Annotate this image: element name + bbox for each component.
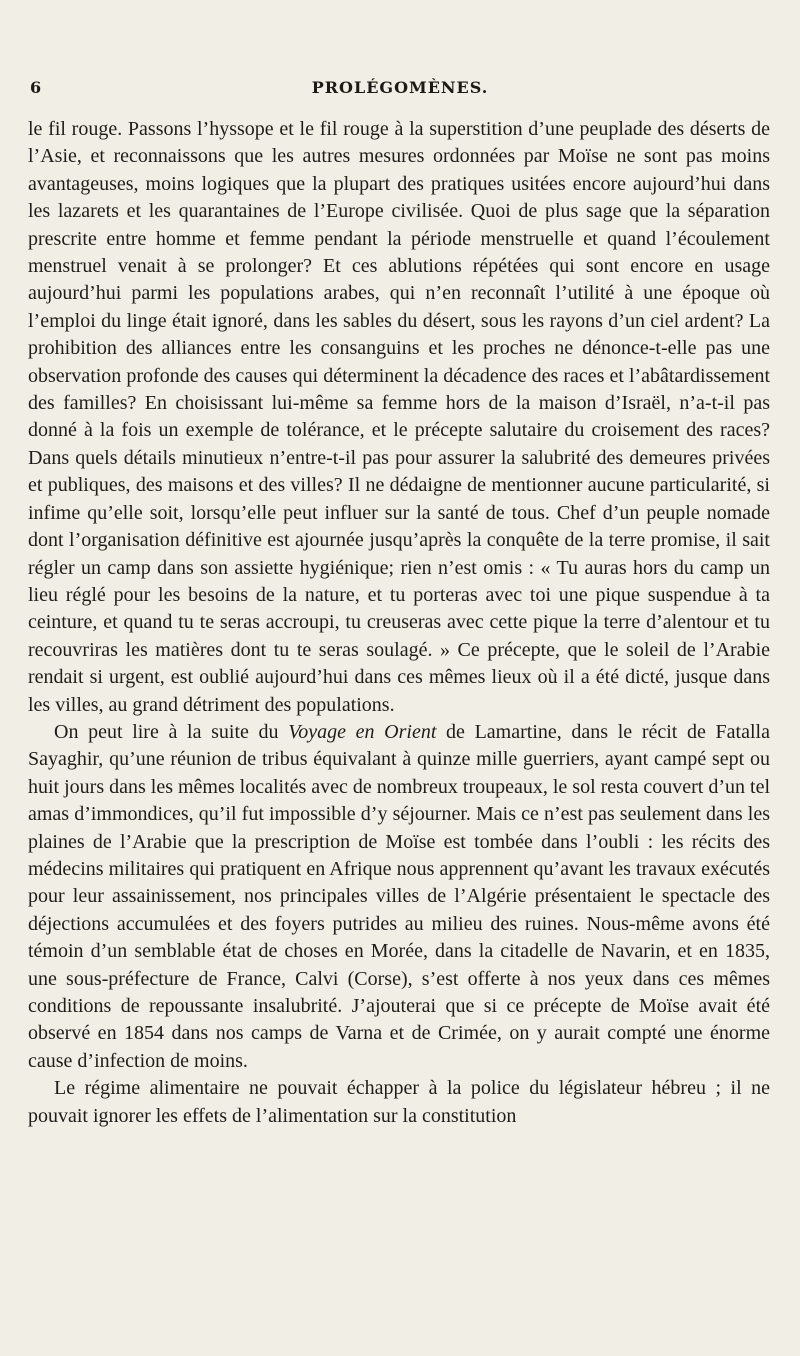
paragraph-1: le fil rouge. Passons l’hyssope et le fil rouge à la superstition d’une peuplade des déserts de l’Asie, et reconnaissons que les autres mesures ordonnées par Moïse ne sont pas moins avantageuses, moins logiques que la plupart des pratiques usitées encore aujourd’hui dans les lazarets et les quarantaines de l’Europe civilisée. Quoi de plus sage que la séparation prescrite entre homme et femme pendant la période menstruelle et quand l’écoulement menstruel venait à se prolonger? Et ces ablutions répétées qui sont encore en usage aujourd’hui parmi les populations arabes, qui n’en reconnaît l’utilité à une époque où l’emploi du linge était ignoré, dans les sables du désert, sous les rayons d’un ciel ardent? La prohibition des alliances entre les consanguins et les proches ne dénonce-t-elle pas une observation profonde des causes qui déterminent la décadence des races et l’abâtardissement des familles? En choisissant lui-même sa femme hors de la maison d’Israël, n’a-t-il pas donné à la fois un exemple de tolérance, et le précepte salutaire du croisement des races? Dans quels détails minutieux n’entre-t-il pas pour assurer la salubrité des demeures privées et publiques, des maisons et des villes? Il ne dédaigne de mentionner aucune particularité, si infime qu’elle soit, lorsqu’elle peut influer sur la santé de tous. Chef d’un peuple nomade dont l’organisation définitive est ajournée jusqu’après la conquête de la terre promise, il sait régler un camp dans son assiette hygiénique; rien n’est omis : « Tu auras hors du camp un lieu réglé pour les besoins de la nature, et tu porteras avec toi une pique suspendue à ta ceinture, et quand tu te seras accroupi, tu creuseras avec cette pique la terre d’alentour et tu recouvriras les matières dont tu te seras soulagé. » Ce précepte, que le soleil de l’Arabie rendait si urgent, est oublié aujourd’hui dans ces mêmes lieux où il a été dicté, jusque dans les villes, au grand détriment des populations. <box>28 118 770 716</box>
page-header <box>28 78 772 106</box>
paragraph-3: Le régime alimentaire ne pouvait échapper à la police du législateur hébreu ; il ne pouvait ignorer les effets de l’alimentation sur la constitution <box>28 1077 770 1127</box>
book-title-voyage-en-orient: Voyage en Orient <box>288 720 437 743</box>
paragraph-2 <box>28 719 770 1075</box>
page-number: 6 <box>30 78 42 97</box>
body-text <box>28 116 770 1130</box>
paragraph-2-before: On peut lire à la suite du <box>54 720 289 743</box>
running-title: PROLÉGOMÈNES. <box>311 78 489 97</box>
paragraph-2-after: de Lamartine, dans le récit de Fatalla Sayaghir, qu’une réunion de tribus équivalant à quinze mille guerriers, ayant campé sept ou huit jours dans les mêmes localités avec de nombreux troupeaux, le sol resta couvert d’un tel amas d’immondices, qu’il fut impossible d’y séjourner. Mais ce n’est pas seulement dans les plaines de l’Arabie que la prescription de Moïse est tombée dans l’oubli : les récits des médecins militaires qui pratiquent en Afrique nous apprennent qu’avant les travaux exécutés pour leur assainissement, nos principales villes de l’Algérie présentaient le spectacle des déjections accumulées et des foyers putrides au milieu des ruines. Nous-même avons été témoin d’un semblable état de choses en Morée, dans la citadelle de Navarin, et en 1835, une sous-préfecture de France, Calvi (Corse), s’est offerte à nos yeux dans ces mêmes conditions de repoussante insalubrité. J’ajouterai que si ce précepte de Moïse avait été observé en 1854 dans nos camps de Varna et de Crimée, on y aurait compté une énorme cause d’infection de moins. <box>28 720 771 1072</box>
